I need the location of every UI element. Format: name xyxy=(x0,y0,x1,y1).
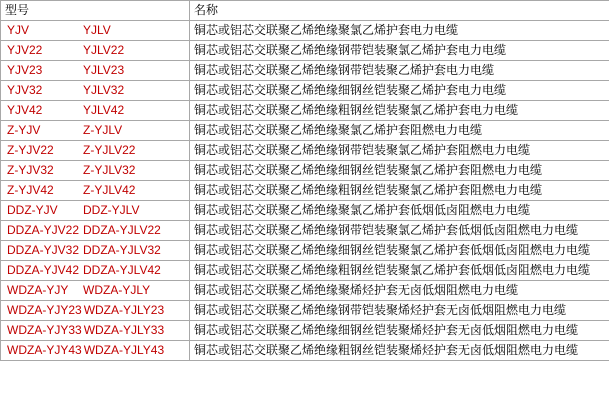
cell-model xyxy=(1,161,190,181)
model-code-aluminium: YJLV23 xyxy=(83,63,125,77)
cell-model xyxy=(1,201,190,221)
model-code-aluminium: YJLV22 xyxy=(83,43,125,57)
model-code-copper: YJV23 xyxy=(7,63,43,77)
cell-model xyxy=(1,281,190,301)
model-code-aluminium: WDZA-YJLY23 xyxy=(83,303,165,317)
model-code-aluminium: WDZA-YJLY43 xyxy=(83,343,165,357)
model-code-aluminium: YJLV32 xyxy=(83,83,125,97)
model-code-aluminium: Z-YJLV xyxy=(83,123,123,137)
cell-name: 铜芯或铝芯交联聚乙烯绝缘细钢丝铠装聚氯乙烯护套低烟低卤阻燃电力电缆 xyxy=(190,241,609,261)
table-body xyxy=(1,21,609,361)
cell-name: 铜芯或铝芯交联聚乙烯绝缘粗钢丝铠装聚氯乙烯护套电力电缆 xyxy=(190,101,609,121)
model-code-copper: YJV42 xyxy=(7,103,43,117)
cell-model xyxy=(1,121,190,141)
table-row xyxy=(1,281,609,301)
table-row xyxy=(1,201,609,221)
cell-model xyxy=(1,181,190,201)
cell-model xyxy=(1,301,190,321)
model-code-aluminium: YJLV xyxy=(83,23,111,37)
cell-name: 铜芯或铝芯交联聚乙烯绝缘细钢丝铠装聚乙烯护套电力电缆 xyxy=(190,81,609,101)
cell-model xyxy=(1,341,190,361)
column-header-model: 型号 xyxy=(1,1,190,21)
model-code-aluminium: DDZ-YJLV xyxy=(83,203,140,217)
model-code-copper: DDZA-YJV42 xyxy=(7,263,80,277)
table-row xyxy=(1,301,609,321)
cell-model xyxy=(1,241,190,261)
cell-name: 铜芯或铝芯交联聚乙烯绝缘钢带铠装聚乙烯护套电力电缆 xyxy=(190,61,609,81)
table-row xyxy=(1,321,609,341)
model-code-aluminium: YJLV42 xyxy=(83,103,125,117)
cell-model xyxy=(1,221,190,241)
table-row xyxy=(1,341,609,361)
cell-model xyxy=(1,141,190,161)
cell-name: 铜芯或铝芯交联聚乙烯绝缘聚氯乙烯护套阻燃电力电缆 xyxy=(190,121,609,141)
table-row xyxy=(1,221,609,241)
cell-model xyxy=(1,21,190,41)
cell-model xyxy=(1,41,190,61)
table-row xyxy=(1,241,609,261)
model-code-copper: Z-YJV xyxy=(7,123,41,137)
model-code-aluminium: Z-YJLV32 xyxy=(83,163,136,177)
table-row xyxy=(1,81,609,101)
cell-name: 铜芯或铝芯交联聚乙烯绝缘钢带铠装聚烯烃护套无卤低烟阻燃电力电缆 xyxy=(190,301,609,321)
cell-model xyxy=(1,321,190,341)
cell-model xyxy=(1,101,190,121)
model-code-copper: Z-YJV42 xyxy=(7,183,54,197)
cell-name: 铜芯或铝芯交联聚乙烯绝缘粗钢丝铠装聚氯乙烯护套阻燃电力电缆 xyxy=(190,181,609,201)
model-code-aluminium: DDZA-YJLV42 xyxy=(83,263,161,277)
cell-name: 铜芯或铝芯交联聚乙烯绝缘钢带铠装聚氯乙烯护套阻燃电力电缆 xyxy=(190,141,609,161)
model-code-copper: WDZA-YJY33 xyxy=(7,323,82,337)
cell-name: 铜芯或铝芯交联聚乙烯绝缘聚烯烃护套无卤低烟阻燃电力电缆 xyxy=(190,281,609,301)
table-row xyxy=(1,21,609,41)
cell-name: 铜芯或铝芯交联聚乙烯绝缘细钢丝铠装聚氯乙烯护套阻燃电力电缆 xyxy=(190,161,609,181)
cell-name: 铜芯或铝芯交联聚乙烯绝缘钢带铠装聚氯乙烯护套低烟低卤阻燃电力电缆 xyxy=(190,221,609,241)
table-row xyxy=(1,121,609,141)
model-code-aluminium: Z-YJLV42 xyxy=(83,183,136,197)
model-code-copper: YJV22 xyxy=(7,43,43,57)
table-row xyxy=(1,261,609,281)
cell-model xyxy=(1,81,190,101)
table-header-row xyxy=(1,1,609,21)
model-code-copper: Z-YJV32 xyxy=(7,163,54,177)
cell-name: 铜芯或铝芯交联聚乙烯绝缘细钢丝铠装聚烯烃护套无卤低烟阻燃电力电缆 xyxy=(190,321,609,341)
model-code-copper: DDZA-YJV22 xyxy=(7,223,80,237)
cell-name: 铜芯或铝芯交联聚乙烯绝缘钢带铠装聚氯乙烯护套电力电缆 xyxy=(190,41,609,61)
table-row xyxy=(1,61,609,81)
model-code-aluminium: DDZA-YJLV32 xyxy=(83,243,161,257)
model-code-aluminium: WDZA-YJLY xyxy=(83,283,151,297)
model-code-aluminium: DDZA-YJLV22 xyxy=(83,223,161,237)
cell-name: 铜芯或铝芯交联聚乙烯绝缘粗钢丝铠装聚烯烃护套无卤低烟阻燃电力电缆 xyxy=(190,341,609,361)
table-row xyxy=(1,141,609,161)
cell-name: 铜芯或铝芯交联聚乙烯绝缘粗钢丝铠装聚氯乙烯护套低烟低卤阻燃电力电缆 xyxy=(190,261,609,281)
cell-name: 铜芯或铝芯交联聚乙烯绝缘聚氯乙烯护套电力电缆 xyxy=(190,21,609,41)
cell-name: 铜芯或铝芯交联聚乙烯绝缘聚氯乙烯护套低烟低卤阻燃电力电缆 xyxy=(190,201,609,221)
table-row xyxy=(1,101,609,121)
model-code-copper: WDZA-YJY23 xyxy=(7,303,82,317)
model-code-copper: Z-YJV22 xyxy=(7,143,54,157)
model-code-copper: WDZA-YJY43 xyxy=(7,343,82,357)
model-code-copper: DDZA-YJV32 xyxy=(7,243,80,257)
model-code-aluminium: Z-YJLV22 xyxy=(83,143,136,157)
model-code-copper: DDZ-YJV xyxy=(7,203,58,217)
model-code-copper: WDZA-YJY xyxy=(7,283,69,297)
table-row xyxy=(1,41,609,61)
model-code-aluminium: WDZA-YJLY33 xyxy=(83,323,165,337)
cell-model xyxy=(1,261,190,281)
model-code-copper: YJV32 xyxy=(7,83,43,97)
table-row xyxy=(1,161,609,181)
column-header-name: 名称 xyxy=(190,1,609,21)
table-row xyxy=(1,181,609,201)
cell-model xyxy=(1,61,190,81)
model-code-copper: YJV xyxy=(7,23,30,37)
